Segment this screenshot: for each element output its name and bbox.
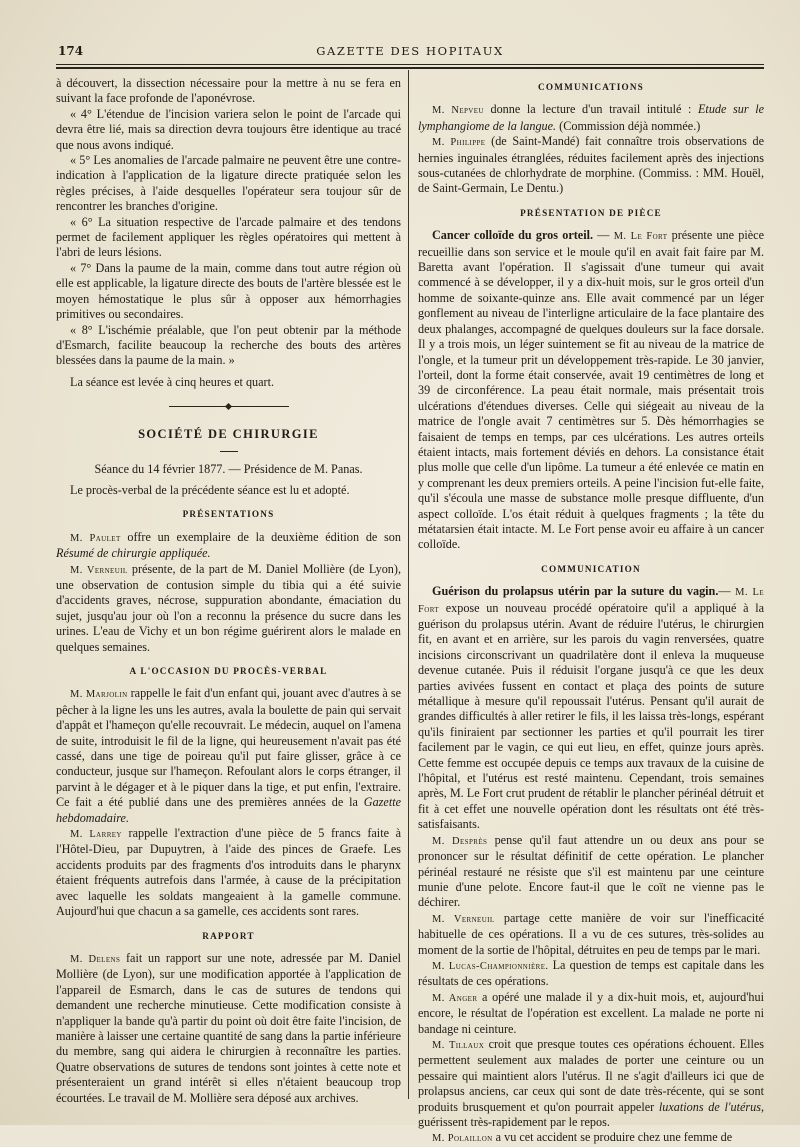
left-column — [56, 76, 402, 1105]
speaker-name: M. Philippe — [432, 137, 486, 149]
paragraph: « 7° Dans la paume de la main, comme dans tout autre région où elle est applicable, la ligature directe des bouts de l'artère blessée est le moyen hémostatique le plus sûr à opposer aux hémorrhagies primitives ou secondaires. — [56, 260, 401, 322]
paragraph: à découvert, la dissection nécessaire pour la mettre à nu se fera en suivant la face profonde de l'aponévrose. — [56, 76, 401, 106]
speaker-name: M. Tillaux — [432, 1039, 485, 1051]
paragraph: Guérison du prolapsus utérin par la suture du vagin.— M. Le Fort expose un nouveau procédé opératoire qu'il a appliqué à la guérison du prolapsus utérin. Avant de réduire l'utérus, le chirurgien fit, en avant et en arrière, sur les parois du vagin renversées, quatre incisions circonscrivant un quadrilatère dont il enleva la muqueuse devenue cutanée. Puis il réduisit l'organe jusqu'à ce que les deux parties avivées fussent en contact et plaça des points de suture métallique à mesure qu'il repoussait l'utérus. Pensant qu'il aurait de grandes difficultés à aller retirer le fils, il les laissa très-longs, espérant qu'ils finiraient par sectionner les parties et qu'il pourrait les tirer facilement par le vagin, ce qui eut lieu, en effet, quinze jours après. Cette femme est occupée depuis ce temps aux travaux de la cuisine de l'hôpital, et l'utérus est resté maintenu. Cependant, trois semaines après, M. Le Fort crut prudent de rétablir le plancher périnéal détruit et fit à cet effet une nouvelle opération dont les résultats ont été très-satisfaisants. — [418, 584, 764, 832]
speaker-name: M. Verneuil — [70, 564, 128, 576]
book-title: Résumé de chirurgie appliquée. — [56, 546, 211, 561]
minutes-heading: A L'OCCASION DU PROCÈS-VERBAL — [129, 666, 328, 676]
piece-heading: PRÉSENTATION DE PIÈCE — [520, 207, 662, 218]
speaker-name: M. Nepveu — [432, 105, 484, 117]
page-number: 174 — [58, 44, 84, 58]
speaker-name: M. Larrey — [70, 829, 122, 841]
speaker-name: M. Delens — [70, 953, 121, 965]
paragraph: M. Polaillon a vu cet accident se produire chez une femme de — [432, 1130, 733, 1145]
paragraph: M. Anger a opéré une malade il y a dix-huit mois, et, aujourd'hui encore, le résultat de l'opération est excellent. La malade ne porte ni bandage ni ceinture. — [418, 989, 764, 1036]
speaker-name: M. Le Fort — [613, 231, 668, 243]
title-rule — [220, 451, 238, 452]
paragraph: La séance est levée à cinq heures et quart. — [70, 374, 275, 389]
communications-heading: COMMUNICATIONS — [538, 82, 644, 92]
presentations-heading: PRÉSENTATIONS — [182, 509, 275, 520]
paragraph: M. Desprès pense qu'il faut attendre un ou deux ans pour se prononcer sur le résultat définitif de cette opération. Le plancher périnéal restauré ne résiste que s'il est maintenu par une ceinture munie d'une pelote. Encore faut-il que le coït ne vienne pas le déchirer. — [418, 832, 764, 910]
paragraph: M. Verneuil partage cette manière de voir sur l'inefficacité habituelle de ces opérations. Il a vu de ces sutures, très-solides au moment de la sortie de l'hôpital, détruites en peu de temps par le mari. — [418, 910, 764, 957]
paragraph: M. Marjolin rappelle le fait d'un enfant qui, jouant avec d'autres à se pêcher à la ligne les uns les autres, avala la boulette de pain qui servait d'appât et l'hameçon qu'elle recouvrait. Le médecin, auquel on l'amena de suite, introduisit le fil de la ligne, qui heureusement n'avait pas été cassé, dans une tige de poireau qu'il put faire glisser, grâce à ce conducteur, jusque sur l'hameçon. Refoulant alors le corps étranger, il parvint à le dégager et à le piquer dans la tige, et put enfin, l'extraire. Ce fait a été publié dans une des premières années de la Gazette hebdomadaire. — [56, 686, 401, 825]
case-title: Cancer colloïde du gros orteil. — [432, 228, 594, 243]
speaker-name: M. Verneuil — [432, 913, 495, 925]
report-heading: RAPPORT — [202, 930, 255, 941]
paragraph: M. Philippe (de Saint-Mandé) fait connaître trois observations de hernies inguinales étranglées, réduites facilement après des injections sous-cutanées de chlorhydrate de morphine. (Commiss. : MM. Houël, de Saint-Germain, Le Dentu.) — [418, 134, 764, 196]
section-separator — [169, 406, 289, 407]
society-title: SOCIÉTÉ DE CHIRURGIE — [138, 427, 319, 442]
right-column — [418, 76, 764, 1145]
column-divider — [408, 70, 409, 1099]
paragraph: M. Nepveu donne la lecture d'un travail intitulé : Etude sur le lymphangiome de la langue. (Commission déjà nommée.) — [418, 102, 764, 133]
paragraph: M. Larrey rappelle l'extraction d'une pièce de 5 francs faite à l'Hôtel-Dieu, par Dupuytren, à l'aide des pinces de Graefe. Les accidents produits par des fragments d'os introduits dans le pharynx étaient fréquents autrefois dans l'armée, à cause de la précipitation avec laquelle les soldats mangeaient à la gamelle commune. Aujourd'hui que chacun a sa gamelle, ces accidents sont rares. — [56, 826, 402, 919]
speaker-name: M. Desprès — [432, 835, 488, 847]
speaker-name: M. Marjolin — [70, 689, 128, 701]
minutes-line: Le procès-verbal de la précédente séance est lu et adopté. — [70, 482, 350, 497]
paragraph: M. Tillaux croit que presque toutes ces opérations échouent. Elles permettent seulement aux malades de porter une ceinture ou un pessaire qui maintient alors l'utérus. Il ne s'agit d'ailleurs ici que de prolapsus anciens, car ceux qui sont de date très-récente, qui se sont produits brusquement et qu'on pourrait appeler luxations de l'utérus, guérissent très-rapidement par le repos. — [418, 1036, 764, 1129]
paragraph: « 6° La situation respective de l'arcade palmaire et des tendons permet de facilement appliquer les règles opératoires qui mettent à l'abri de leurs lésions. — [56, 214, 401, 260]
paragraph: Cancer colloïde du gros orteil. — M. Le Fort présente une pièce recueillie dans son service et le moule qu'il en avait fait faire par M. Baretta avant l'opération. Il s'agissait d'une tumeur qui avait commencé à se développer, il y a dix-huit mois, sur le gros orteil d'un homme de soixante-quinze ans. Elle avait commencé par un léger gonflement au niveau de l'interligne articulaire de la face plantaire des deux phalanges, accompagné de quelques douleurs sur la face dorsale. Il y a trois mois, un léger suintement se fit au niveau de la matrice de l'ongle, et la tumeur prit un développement très-rapide. Le 30 janvier, l'orteil, dont la forme était conservée, avait 19 centimètres de long et 39 de circonférence. La peau était normale, mais présentait trois ulcérations d'étendues diverses. Celle qui siégeait au niveau de la matrice de l'ongle avait 7 centimètres sur 5. Dès hémorrhagies se faisaient de temps en temps, par ces ulcérations. Les autres orteils étaient intacts, mais fortement déviés en dehors. La consistance était plus molle que celle d'un lipôme. La tumeur a été enlevée ce matin en y comprenant les deux premiers orteils. A peine l'incision fut-elle faite, qu'il s'écoula une masse de substance molle presque diffluente, d'un aspect colloïde. L'os était réduit à quelques fragments ; la tête du métatarsien était intacte. M. Le Fort pense avoir eu affaire à un cancer colloïde. — [418, 228, 764, 552]
work-title: Etude sur le lymphangiome de la langue. — [418, 102, 764, 133]
paragraph: M. Verneuil présente, de la part de M. Daniel Mollière (de Lyon), une observation de contusion simple du tibia qui a été suivie d'accidents graves, nécrose, suppuration abondante, émaciation du sujet, jusqu'au jour où l'on a reconnu la présence du sucre dans les urines. L'eau de Vichy et un bon régime guérirent alors le malade en quelques semaines. — [56, 561, 401, 654]
session-line: Séance du 14 février 1877. — Présidence de M. Panas. — [94, 461, 363, 476]
page-header — [56, 38, 764, 64]
paragraph: « 5° Les anomalies de l'arcade palmaire ne peuvent être une contre-indication à l'application de la ligature directe pratiquée selon les règles précises, à l'aide desquelles l'opérateur sera toujour sûr de rencontrer les branches d'origine. — [56, 153, 401, 214]
journal-title: GAZETTE DES HOPITAUX — [316, 44, 504, 58]
paragraph: « 4° L'étendue de l'incision variera selon le point de l'arcade qui devra être lié, mais sa direction devra toujours être identique au tracé que nous avons indiqué. — [56, 106, 401, 152]
speaker-name: M. Lucas-Championnière. — [432, 960, 549, 972]
header-rule — [56, 64, 764, 69]
speaker-name: M. Anger — [432, 992, 478, 1004]
paragraph: « 8° L'ischémie préalable, que l'on peut obtenir par la méthode d'Esmarch, facilite beaucoup la recherche des bouts des artères blessées dans la paume de la main. » — [56, 322, 401, 368]
paragraph: M. Paulet offre un exemplaire de la deuxième édition de son Résumé de chirurgie appliquée. — [56, 529, 401, 561]
term-italic: luxations de l'utérus, — [658, 1099, 764, 1114]
speaker-name: M. Polaillon — [432, 1133, 493, 1145]
communication-heading: COMMUNICATION — [541, 563, 641, 574]
paragraph: M. Lucas-Championnière. La question de temps est capitale dans les résultats de ces opérations. — [418, 957, 764, 989]
paragraph: M. Delens fait un rapport sur une note, adressée par M. Daniel Mollière (de Lyon), sur une modification apportée à l'application de l'appareil de Esmarch, dans le cas de sutures de tendons qui demandent une recherche minutieuse. Cette modification consiste à n'appliquer la bande qu'à partir du point où doit être faite l'incision, de manière à laisser une certaine quantité de sang dans la partie inférieure du membre, sang qui aidera le chirurgien à reconnaître les parties. Quatre observations de sutures de tendons sont jointes à cette note et présenteraient un grand intérêt si elles n'étaient beaucoup trop écourtées. Le travail de M. Mollière sera déposé aux archives. — [56, 950, 402, 1105]
speaker-name: M. Paulet — [70, 532, 121, 544]
speaker-name: M. Le Fort — [418, 587, 764, 615]
case-title: Guérison du prolapsus utérin par la suture du vagin. — [432, 584, 719, 599]
journal-reference: Gazette hebdomadaire. — [56, 795, 401, 825]
